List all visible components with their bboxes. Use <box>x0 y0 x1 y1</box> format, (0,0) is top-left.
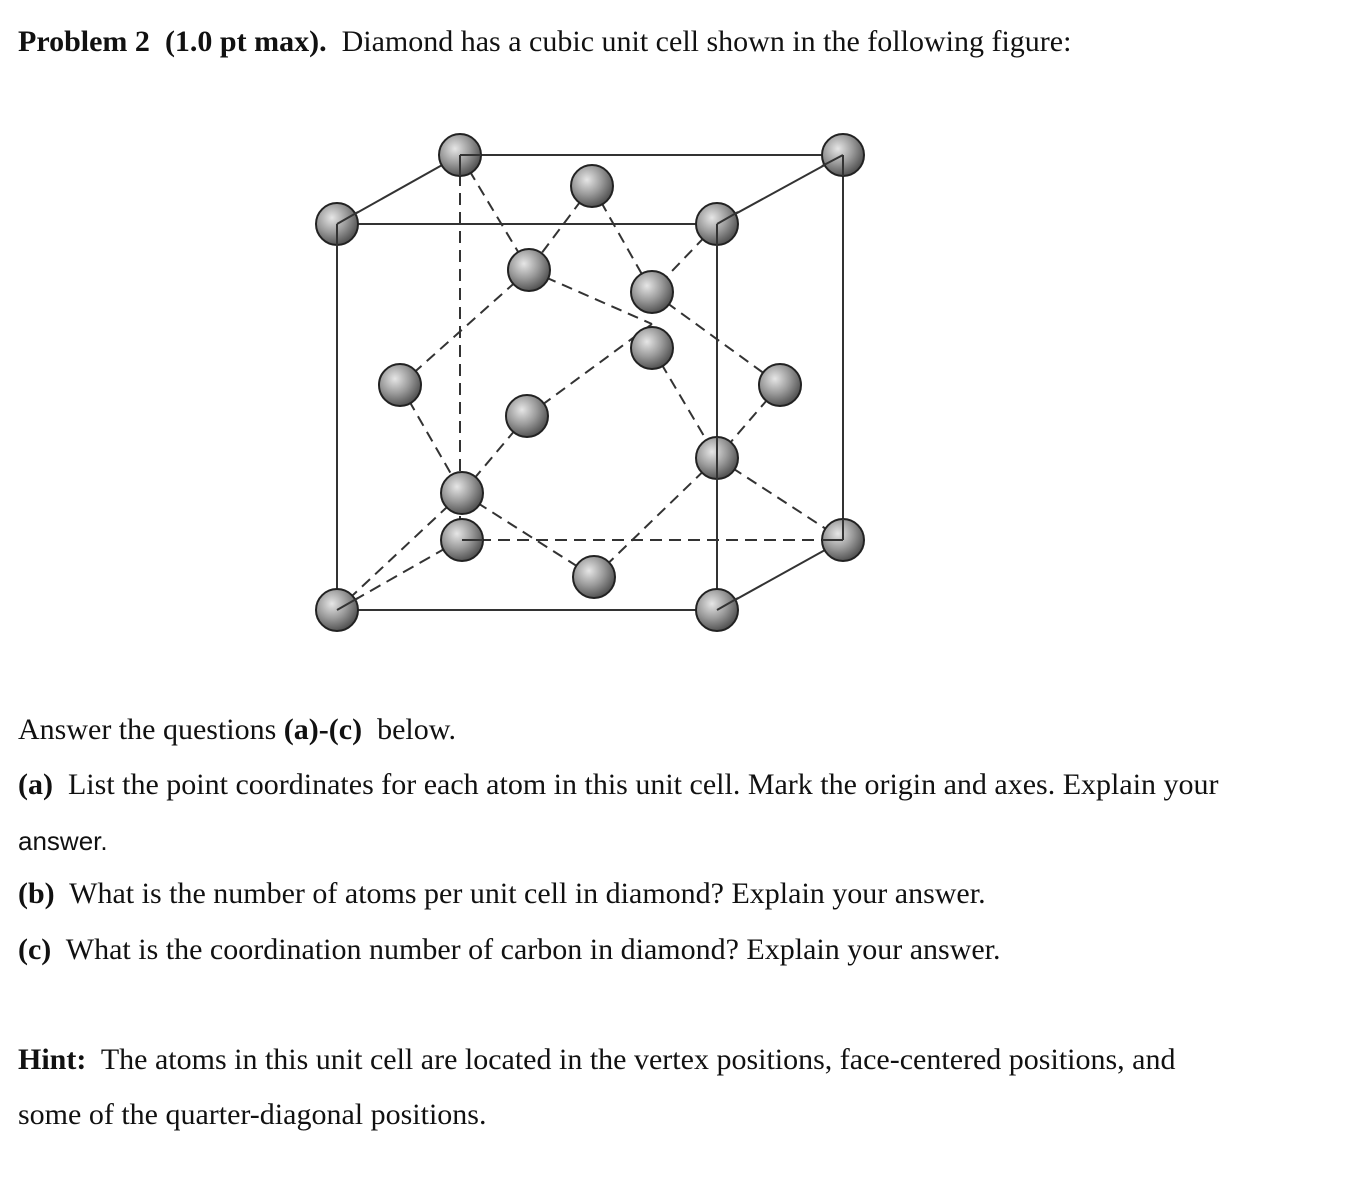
problem-statement: Diamond has a cubic unit cell shown in the following figure: <box>341 25 1072 58</box>
hint-label: Hint: <box>18 1043 87 1076</box>
atom-face <box>379 364 421 406</box>
instructions-line <box>18 710 456 750</box>
question-a-text: List the point coordinates for each atom in this unit cell. Mark the origin and axes. Explain your <box>67 768 1219 801</box>
atom-interior <box>441 472 483 514</box>
atom-face <box>573 556 615 598</box>
problem-heading <box>18 22 1071 62</box>
hint-line2: some of the quarter-diagonal positions. <box>18 1098 487 1131</box>
hint-line1 <box>18 1040 1175 1080</box>
question-b-label: (b) <box>18 877 55 910</box>
question-b-text: What is the number of atoms per unit cell in diamond? Explain your answer. <box>69 877 986 910</box>
problem-points: (1.0 pt max). <box>164 25 327 58</box>
question-c-text: What is the coordination number of carbon in diamond? Explain your answer. <box>65 933 1001 966</box>
atom-interior <box>508 249 550 291</box>
question-a-line1 <box>18 765 1219 805</box>
atom-face <box>759 364 801 406</box>
atoms <box>316 134 864 631</box>
instructions-range: (a)-(c) <box>283 713 363 746</box>
diamond-unit-cell-diagram <box>300 120 880 650</box>
diamond-unit-cell-figure <box>300 120 880 650</box>
question-c-label: (c) <box>18 933 52 966</box>
atom-interior <box>506 395 548 437</box>
question-a-line2: answer. <box>18 826 108 856</box>
atom-interior <box>631 271 673 313</box>
atom-face <box>571 165 613 207</box>
atom-face <box>631 327 673 369</box>
instructions-post: below. <box>377 713 456 746</box>
question-c <box>18 930 1001 970</box>
question-b <box>18 874 986 914</box>
problem-label: Problem 2 <box>18 25 150 58</box>
question-a-label: (a) <box>18 768 53 801</box>
instructions-pre: Answer the questions <box>18 713 277 746</box>
hint-text: The atoms in this unit cell are located in the vertex positions, face-centered positions, and <box>100 1043 1176 1076</box>
